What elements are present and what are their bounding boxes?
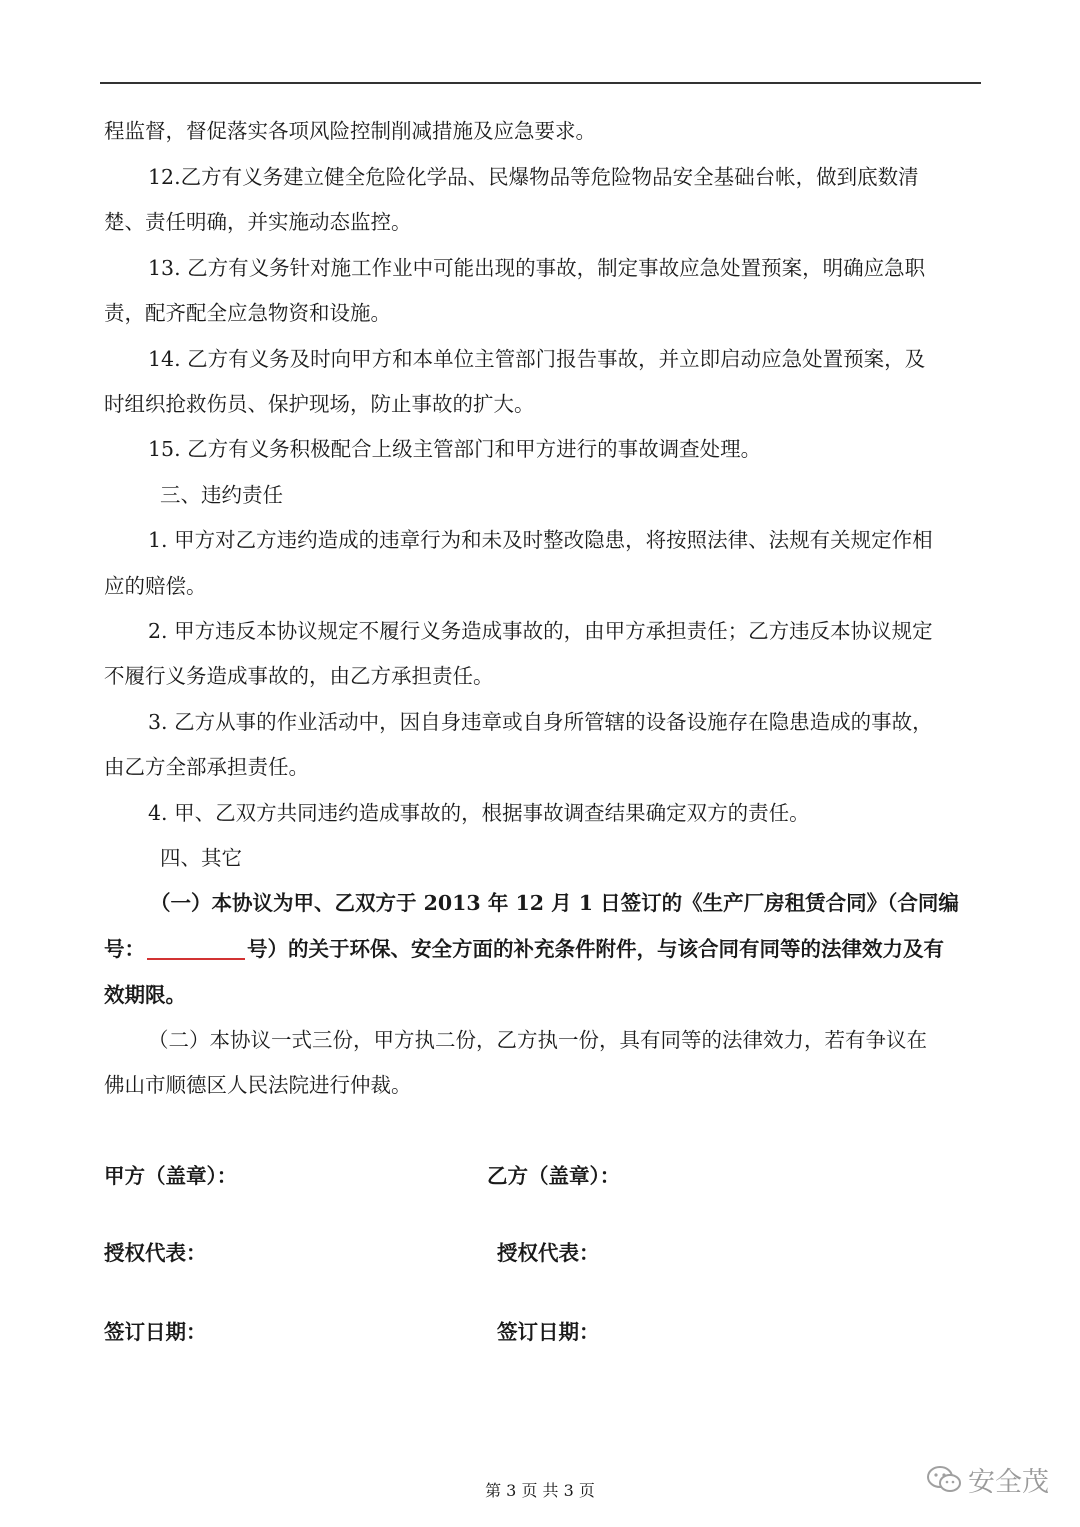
paragraph-line: 由乙方全部承担责任。: [104, 755, 309, 779]
paragraph-line: 2. 甲方违反本协议规定不履行义务造成事故的，由甲方承担责任；乙方违反本协议规定: [148, 619, 933, 643]
paragraph-line: 12.乙方有义务建立健全危险化学品、民爆物品等危险物品安全基础台帐，做到底数清: [148, 165, 919, 189]
clause-1-line: [104, 934, 944, 964]
watermark: [926, 1460, 1049, 1499]
paragraph-line: 责，配齐配全应急物资和设施。: [104, 301, 391, 325]
party-b-rep-label: 授权代表：: [497, 1241, 600, 1265]
paragraph-line: 4. 甲、乙双方共同违约造成事故的，根据事故调查结果确定双方的责任。: [148, 801, 810, 825]
party-a-rep-label: 授权代表：: [104, 1241, 207, 1265]
paragraph-line: 应的赔偿。: [104, 574, 207, 598]
watermark-text: 安全茂: [968, 1467, 1049, 1498]
party-b-seal-label: 乙方（盖章）：: [487, 1164, 621, 1188]
clause-1-line: 效期限。: [104, 983, 186, 1007]
party-a-date-label: 签订日期：: [104, 1320, 207, 1344]
paragraph-line: 不履行义务造成事故的，由乙方承担责任。: [104, 664, 494, 688]
paragraph-line: 时组织抢救伤员、保护现场，防止事故的扩大。: [104, 392, 535, 416]
paragraph-line: 15. 乙方有义务积极配合上级主管部门和甲方进行的事故调查处理。: [148, 437, 762, 461]
clause-2-line: （二）本协议一式三份，甲方执二份，乙方执一份，具有同等的法律效力，若有争议在: [148, 1028, 927, 1052]
paragraph-line: 3. 乙方从事的作业活动中，因自身违章或自身所管辖的设备设施存在隐患造成的事故，: [148, 710, 933, 734]
wechat-icon: [926, 1465, 962, 1495]
party-a-seal-label: 甲方（盖章）：: [104, 1164, 238, 1188]
paragraph-line: 楚、责任明确，并实施动态监控。: [104, 210, 412, 234]
section-heading: 四、其它: [160, 846, 242, 870]
clause-2-line: 佛山市顺德区人民法院进行仲裁。: [104, 1073, 412, 1097]
contract-number-blank: [147, 936, 245, 960]
header-rule: [100, 82, 981, 84]
paragraph-line: 13. 乙方有义务针对施工作业中可能出现的事故，制定事故应急处置预案，明确应急职: [148, 256, 926, 280]
paragraph-line: 程监督，督促落实各项风险控制削减措施及应急要求。: [104, 119, 596, 143]
paragraph-line: 14. 乙方有义务及时向甲方和本单位主管部门报告事故，并立即启动应急处置预案，及: [148, 347, 926, 371]
section-heading: 三、违约责任: [160, 483, 283, 507]
paragraph-line: 1. 甲方对乙方违约造成的违章行为和未及时整改隐患，将按照法律、法规有关规定作相: [148, 528, 933, 552]
clause-1-suffix: 号）的关于环保、安全方面的补充条件附件，与该合同有同等的法律效力及有: [247, 937, 944, 961]
party-b-date-label: 签订日期：: [497, 1320, 600, 1344]
clause-1-prefix: 号：: [104, 937, 145, 961]
clause-1-line: （一）本协议为甲、乙双方于 2013 年 12 月 1 日签订的《生产厂房租赁合同》（合同编: [150, 891, 959, 915]
page-footer: 第 3 页 共 3 页: [485, 1481, 595, 1500]
